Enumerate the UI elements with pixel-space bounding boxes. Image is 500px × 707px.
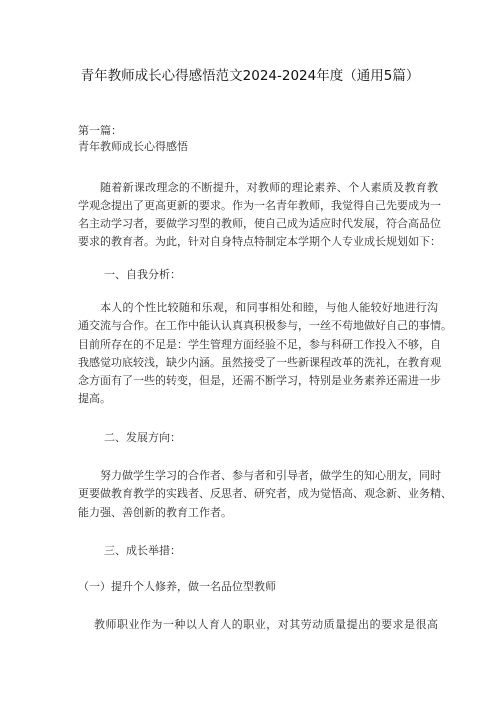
section2-line: 努力做学生学习的合作者、参与者和引导者，做学生的知心朋友，同时 bbox=[100, 469, 441, 482]
section-heading: 一、自我分析： bbox=[104, 268, 181, 281]
section2-line: 能力强、善创新的教育工作者。 bbox=[78, 506, 232, 519]
subsection-heading: （一）提升个人修养，做一名品位型教师 bbox=[78, 580, 276, 593]
section1-line: 通交流与合作。在工作中能认认真真积极参与，一丝不苟地做好自己的事情。 bbox=[78, 319, 452, 332]
section-heading: 三、成长举措： bbox=[104, 544, 181, 557]
subsection1-line: 教师职业作为一种以人育人的职业，对其劳动质量提出的要求是很高 bbox=[94, 618, 438, 631]
section1-line: 目前所存在的不足是：学生管理方面经验不足，参与科研工作投入不够，自 bbox=[78, 338, 441, 351]
section1-line: 本人的个性比较随和乐观，和同事相处和睦，与他人能较好地进行沟 bbox=[100, 301, 438, 314]
intro-line: 名主动学习者，要做学习型的教师，使自己成为适应时代发展，符合高品位 bbox=[78, 217, 441, 230]
intro-line: 随着新课改理念的不断提升，对教师的理论素养、个人素质及教育教 bbox=[100, 181, 438, 194]
section-heading: 二、发展方向： bbox=[104, 431, 181, 444]
part-title: 青年教师成长心得感悟 bbox=[78, 140, 188, 153]
document-title: 青年教师成长心得感悟范文2024-2024年度（通用5篇） bbox=[80, 68, 420, 84]
section2-line: 更要做教育教学的实践者、反思者、研究者，成为觉悟高、观念新、业务精、 bbox=[78, 487, 452, 500]
section1-line: 提高。 bbox=[78, 392, 111, 405]
part-label: 第一篇： bbox=[78, 124, 122, 137]
intro-line: 要求的教育者。为此，针对自身特点特制定本学期个人专业成长规划如下： bbox=[78, 235, 441, 248]
section1-line: 我感觉功底较浅，缺少内涵。虽然接受了一些新课程改革的洗礼，在教育观 bbox=[78, 356, 441, 369]
intro-line: 学观念提出了更高更新的要求。作为一名青年教师，我觉得自己先要成为一 bbox=[78, 199, 441, 212]
section1-line: 念方面有了一些的转变，但是，还需不断学习，特别是业务素养还需进一步 bbox=[78, 374, 441, 387]
